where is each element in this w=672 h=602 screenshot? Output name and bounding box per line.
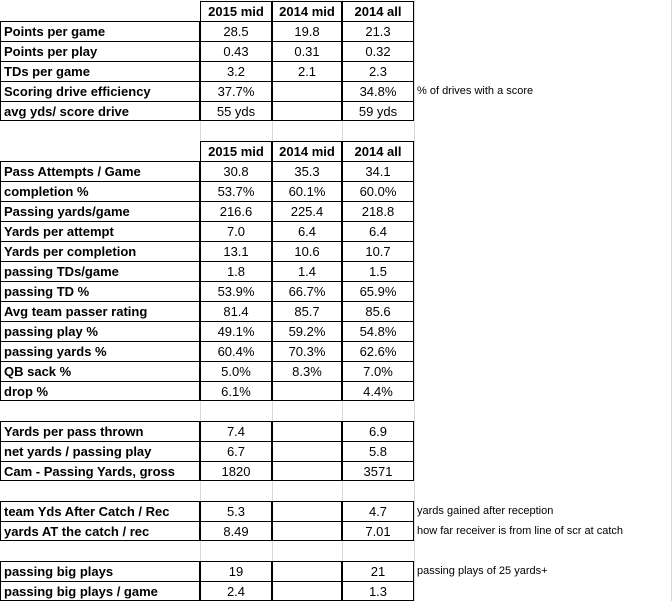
value-cell: 5.8	[342, 441, 414, 461]
row-label: TDs per game	[0, 61, 200, 81]
value-cell: 21	[342, 561, 414, 581]
value-cell	[272, 81, 342, 101]
header-row	[0, 1, 672, 21]
row-label: net yards / passing play	[0, 441, 200, 461]
table-row	[0, 521, 672, 541]
value-cell: 55 yds	[200, 101, 272, 121]
table-row	[0, 441, 672, 461]
value-cell: 4.7	[342, 501, 414, 521]
value-cell: 6.9	[342, 421, 414, 441]
value-cell: 1820	[200, 461, 272, 481]
value-cell: 53.7%	[200, 181, 272, 201]
value-cell: 216.6	[200, 201, 272, 221]
row-label: passing play %	[0, 321, 200, 341]
row-label: QB sack %	[0, 361, 200, 381]
row-label: drop %	[0, 381, 200, 401]
value-cell: 62.6%	[342, 341, 414, 361]
value-cell: 0.43	[200, 41, 272, 61]
row-label: Scoring drive efficiency	[0, 81, 200, 101]
value-cell: 5.0%	[200, 361, 272, 381]
table-row	[0, 321, 672, 341]
table-row	[0, 561, 672, 581]
value-cell: 59.2%	[272, 321, 342, 341]
row-label: passing yards %	[0, 341, 200, 361]
value-cell: 8.49	[200, 521, 272, 541]
column-header: 2014 all	[342, 1, 414, 21]
value-cell	[272, 441, 342, 461]
row-label: Passing yards/game	[0, 201, 200, 221]
value-cell: 30.8	[200, 161, 272, 181]
value-cell: 0.32	[342, 41, 414, 61]
row-label: Pass Attempts / Game	[0, 161, 200, 181]
note-cell: passing plays of 25 yards+	[417, 565, 548, 577]
table-row	[0, 301, 672, 321]
table-row	[0, 61, 672, 81]
value-cell: 1.4	[272, 261, 342, 281]
value-cell: 85.7	[272, 301, 342, 321]
row-label: yards AT the catch / rec	[0, 521, 200, 541]
value-cell: 54.8%	[342, 321, 414, 341]
value-cell: 3571	[342, 461, 414, 481]
value-cell	[272, 381, 342, 401]
value-cell: 6.4	[272, 221, 342, 241]
row-label: passing big plays / game	[0, 581, 200, 601]
value-cell: 0.31	[272, 41, 342, 61]
value-cell: 2.4	[200, 581, 272, 601]
value-cell	[272, 461, 342, 481]
row-label: Cam - Passing Yards, gross	[0, 461, 200, 481]
row-label: completion %	[0, 181, 200, 201]
value-cell: 37.7%	[200, 81, 272, 101]
value-cell: 19	[200, 561, 272, 581]
value-cell: 5.3	[200, 501, 272, 521]
value-cell: 59 yds	[342, 101, 414, 121]
value-cell: 7.0	[200, 221, 272, 241]
table-row	[0, 241, 672, 261]
value-cell: 81.4	[200, 301, 272, 321]
value-cell: 1.8	[200, 261, 272, 281]
value-cell	[272, 521, 342, 541]
table-row	[0, 341, 672, 361]
table-row	[0, 361, 672, 381]
value-cell: 60.4%	[200, 341, 272, 361]
value-cell: 1.3	[342, 581, 414, 601]
row-label: Yards per pass thrown	[0, 421, 200, 441]
value-cell	[272, 581, 342, 601]
header-row	[0, 141, 672, 161]
table-row	[0, 221, 672, 241]
value-cell: 21.3	[342, 21, 414, 41]
value-cell: 85.6	[342, 301, 414, 321]
value-cell: 4.4%	[342, 381, 414, 401]
value-cell: 3.2	[200, 61, 272, 81]
table-row	[0, 281, 672, 301]
row-label: Avg team passer rating	[0, 301, 200, 321]
value-cell: 1.5	[342, 261, 414, 281]
value-cell: 2.3	[342, 61, 414, 81]
value-cell: 8.3%	[272, 361, 342, 381]
table-row	[0, 201, 672, 221]
value-cell: 19.8	[272, 21, 342, 41]
value-cell: 34.1	[342, 161, 414, 181]
value-cell: 60.0%	[342, 181, 414, 201]
row-label: Yards per attempt	[0, 221, 200, 241]
value-cell: 2.1	[272, 61, 342, 81]
table-row	[0, 81, 672, 101]
value-cell: 70.3%	[272, 341, 342, 361]
column-header: 2014 mid	[272, 1, 342, 21]
value-cell	[272, 101, 342, 121]
value-cell: 7.01	[342, 521, 414, 541]
value-cell	[272, 561, 342, 581]
table-row	[0, 101, 672, 121]
value-cell: 13.1	[200, 241, 272, 261]
value-cell	[272, 501, 342, 521]
value-cell: 66.7%	[272, 281, 342, 301]
column-header: 2014 mid	[272, 141, 342, 161]
note-cell: how far receiver is from line of scr at catch	[417, 525, 624, 537]
value-cell: 35.3	[272, 161, 342, 181]
row-label: passing big plays	[0, 561, 200, 581]
column-header: 2015 mid	[200, 1, 272, 21]
table-row	[0, 261, 672, 281]
value-cell: 6.7	[200, 441, 272, 461]
row-label: Yards per completion	[0, 241, 200, 261]
table-row	[0, 21, 672, 41]
row-label: passing TDs/game	[0, 261, 200, 281]
table-row	[0, 421, 672, 441]
value-cell: 6.4	[342, 221, 414, 241]
value-cell: 10.7	[342, 241, 414, 261]
table-row	[0, 41, 672, 61]
row-label: avg yds/ score drive	[0, 101, 200, 121]
value-cell: 6.1%	[200, 381, 272, 401]
row-label: passing TD %	[0, 281, 200, 301]
value-cell: 10.6	[272, 241, 342, 261]
table-row	[0, 581, 672, 601]
table-row	[0, 461, 672, 481]
note-cell: yards gained after reception	[417, 505, 554, 517]
value-cell: 65.9%	[342, 281, 414, 301]
note-cell: % of drives with a score	[417, 85, 534, 97]
table-row	[0, 181, 672, 201]
value-cell: 60.1%	[272, 181, 342, 201]
value-cell: 7.0%	[342, 361, 414, 381]
value-cell: 7.4	[200, 421, 272, 441]
value-cell: 49.1%	[200, 321, 272, 341]
row-label: team Yds After Catch / Rec	[0, 501, 200, 521]
table-row	[0, 501, 672, 521]
table-row	[0, 161, 672, 181]
column-header: 2015 mid	[200, 141, 272, 161]
value-cell	[272, 421, 342, 441]
table-row	[0, 381, 672, 401]
row-label: Points per play	[0, 41, 200, 61]
value-cell: 218.8	[342, 201, 414, 221]
value-cell: 34.8%	[342, 81, 414, 101]
value-cell: 53.9%	[200, 281, 272, 301]
value-cell: 225.4	[272, 201, 342, 221]
column-header: 2014 all	[342, 141, 414, 161]
row-label: Points per game	[0, 21, 200, 41]
value-cell: 28.5	[200, 21, 272, 41]
